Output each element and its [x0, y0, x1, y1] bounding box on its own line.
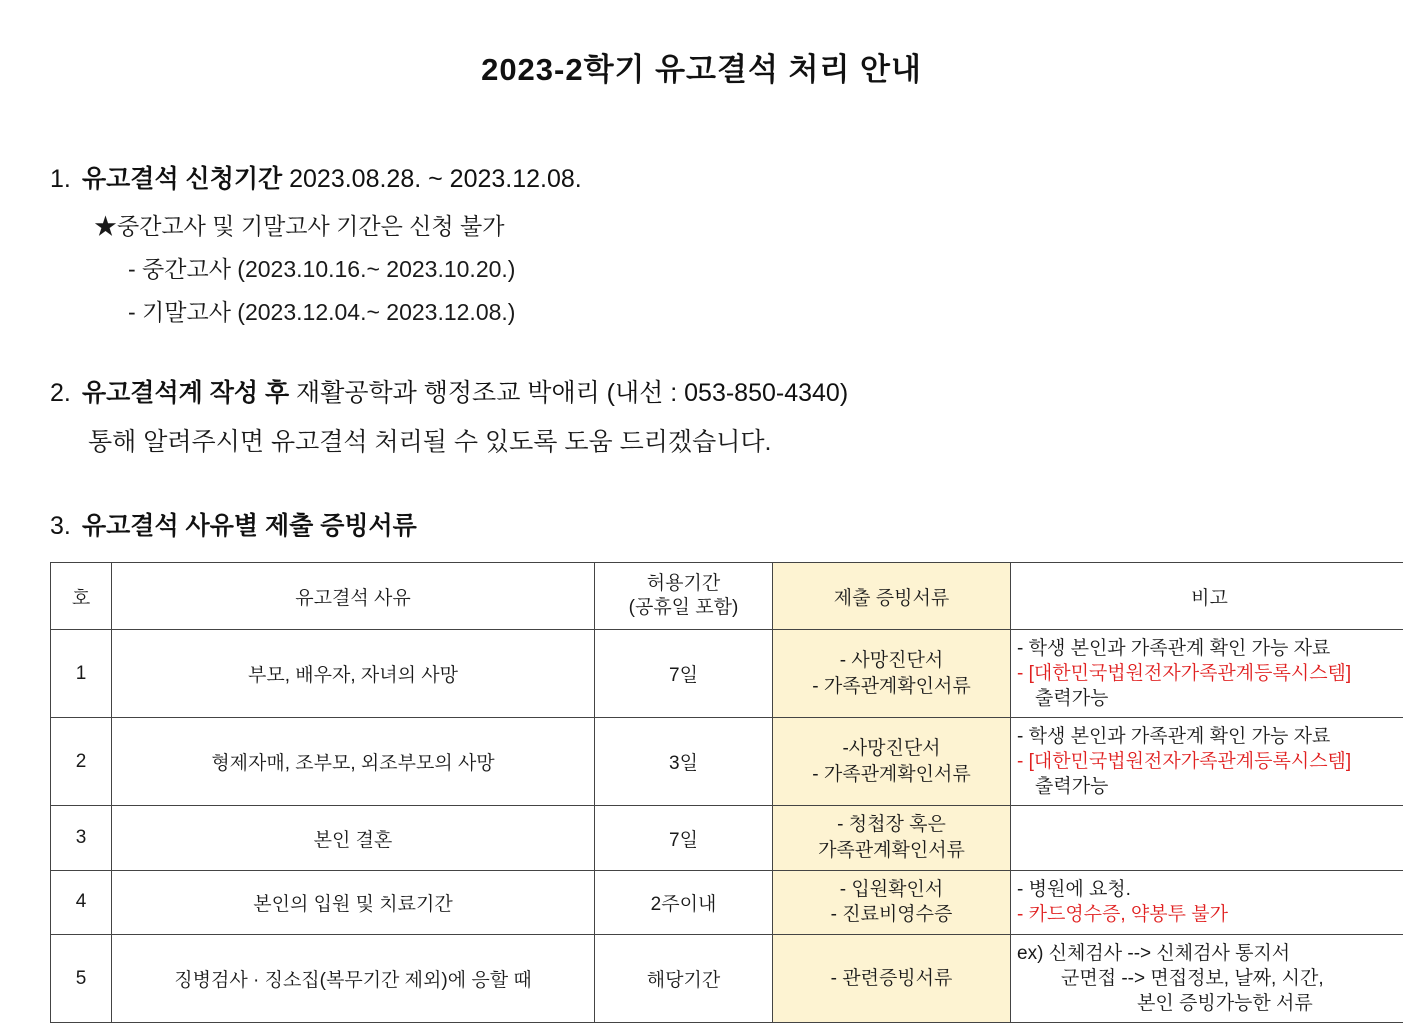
row-3-period: 7일	[595, 806, 773, 870]
row-4-docs	[773, 870, 1011, 934]
section-2-number: 2.	[50, 379, 82, 408]
page-title: 2023-2학기 유고결석 처리 안내	[50, 44, 1353, 89]
section-1-number: 1.	[50, 165, 82, 194]
section-1-exam-midterm: - 중간고사 (2023.10.16.~ 2023.10.20.)	[128, 251, 1353, 284]
table-row	[51, 870, 1403, 934]
row-5-note	[1011, 935, 1403, 1023]
row-3-doc-1: 가족관계확인서류	[779, 838, 1004, 864]
section-2-heading-rest: 재활공학과 행정조교 박애리 (내선 : 053-850-4340)	[296, 379, 848, 407]
section-2	[50, 373, 1353, 458]
row-2-period: 3일	[595, 718, 773, 806]
header-note: 비고	[1011, 563, 1403, 630]
row-2-no: 2	[51, 718, 112, 806]
row-5-note-0: ex) 신체검사 --> 신체검사 통지서	[1017, 941, 1402, 966]
row-4-note	[1011, 870, 1403, 934]
section-1-note: ★중간고사 및 기말고사 기간은 신청 불가	[94, 208, 1353, 241]
section-3-heading	[50, 506, 1353, 542]
row-5-period: 해당기간	[595, 935, 773, 1023]
row-1-reason: 부모, 배우자, 자녀의 사망	[112, 630, 595, 718]
row-4-doc-1: - 진료비영수증	[779, 902, 1004, 928]
row-3-no: 3	[51, 806, 112, 870]
header-period-line1: 허용기간	[647, 573, 720, 594]
header-period-line2: (공휴일 포함)	[629, 597, 739, 618]
section-2-line2: 통해 알려주시면 유고결석 처리될 수 있도록 도움 드리겠습니다.	[88, 422, 1353, 458]
section-2-heading	[50, 373, 1353, 409]
table-row	[51, 935, 1403, 1023]
row-5-no: 5	[51, 935, 112, 1023]
row-5-note-2: 본인 증빙가능한 서류	[1017, 991, 1402, 1016]
row-4-note-1: - 카드영수증, 약봉투 불가	[1017, 902, 1402, 927]
row-2-note-2: 출력가능	[1017, 774, 1402, 799]
table-row	[51, 718, 1403, 806]
row-2-note-0: - 학생 본인과 가족관계 확인 가능 자료	[1017, 724, 1402, 749]
row-4-period: 2주이내	[595, 870, 773, 934]
row-2-doc-0: -사망진단서	[779, 736, 1004, 762]
header-period	[595, 563, 773, 630]
row-1-period: 7일	[595, 630, 773, 718]
row-4-reason: 본인의 입원 및 치료기간	[112, 870, 595, 934]
row-1-doc-1: - 가족관계확인서류	[779, 674, 1004, 700]
row-3-docs	[773, 806, 1011, 870]
row-2-note-1: - [대한민국법원전자가족관계등록시스템]	[1017, 749, 1402, 774]
document-page	[0, 44, 1403, 1036]
section-3-heading-bold: 유고결석 사유별 제출 증빙서류	[82, 512, 417, 540]
section-3-number: 3.	[50, 512, 82, 541]
row-1-note-0: - 학생 본인과 가족관계 확인 가능 자료	[1017, 636, 1402, 661]
row-3-doc-0: - 청첩장 혹은	[779, 812, 1004, 838]
row-2-doc-1: - 가족관계확인서류	[779, 762, 1004, 788]
section-1-heading-bold: 유고결석 신청기간	[82, 165, 282, 193]
table-row	[51, 630, 1403, 718]
row-4-doc-0: - 입원확인서	[779, 877, 1004, 903]
section-1	[50, 159, 1353, 327]
table-header-row	[51, 563, 1403, 630]
row-1-docs	[773, 630, 1011, 718]
row-1-no: 1	[51, 630, 112, 718]
row-4-no: 4	[51, 870, 112, 934]
evidence-documents-table	[50, 562, 1403, 1023]
table-row	[51, 806, 1403, 870]
row-5-note-1: 군면접 --> 면접정보, 날짜, 시간,	[1017, 966, 1402, 991]
section-2-heading-bold: 유고결석계 작성 후	[82, 379, 289, 407]
row-1-note	[1011, 630, 1403, 718]
header-docs: 제출 증빙서류	[773, 563, 1011, 630]
section-1-heading-rest: 2023.08.28. ~ 2023.12.08.	[289, 165, 582, 193]
row-2-docs	[773, 718, 1011, 806]
header-no: 호	[51, 563, 112, 630]
section-3	[50, 506, 1353, 1023]
row-5-doc-0: - 관련증빙서류	[779, 966, 1004, 992]
row-5-reason: 징병검사 · 징소집(복무기간 제외)에 응할 때	[112, 935, 595, 1023]
row-1-note-2: 출력가능	[1017, 686, 1402, 711]
header-reason: 유고결석 사유	[112, 563, 595, 630]
section-1-exam-final: - 기말고사 (2023.12.04.~ 2023.12.08.)	[128, 294, 1353, 327]
row-1-note-1: - [대한민국법원전자가족관계등록시스템]	[1017, 661, 1402, 686]
row-2-note	[1011, 718, 1403, 806]
row-3-reason: 본인 결혼	[112, 806, 595, 870]
row-3-note	[1011, 806, 1403, 870]
row-4-note-0: - 병원에 요청.	[1017, 877, 1402, 902]
row-2-reason: 형제자매, 조부모, 외조부모의 사망	[112, 718, 595, 806]
row-5-docs	[773, 935, 1011, 1023]
row-1-doc-0: - 사망진단서	[779, 648, 1004, 674]
section-1-heading	[50, 159, 1353, 195]
